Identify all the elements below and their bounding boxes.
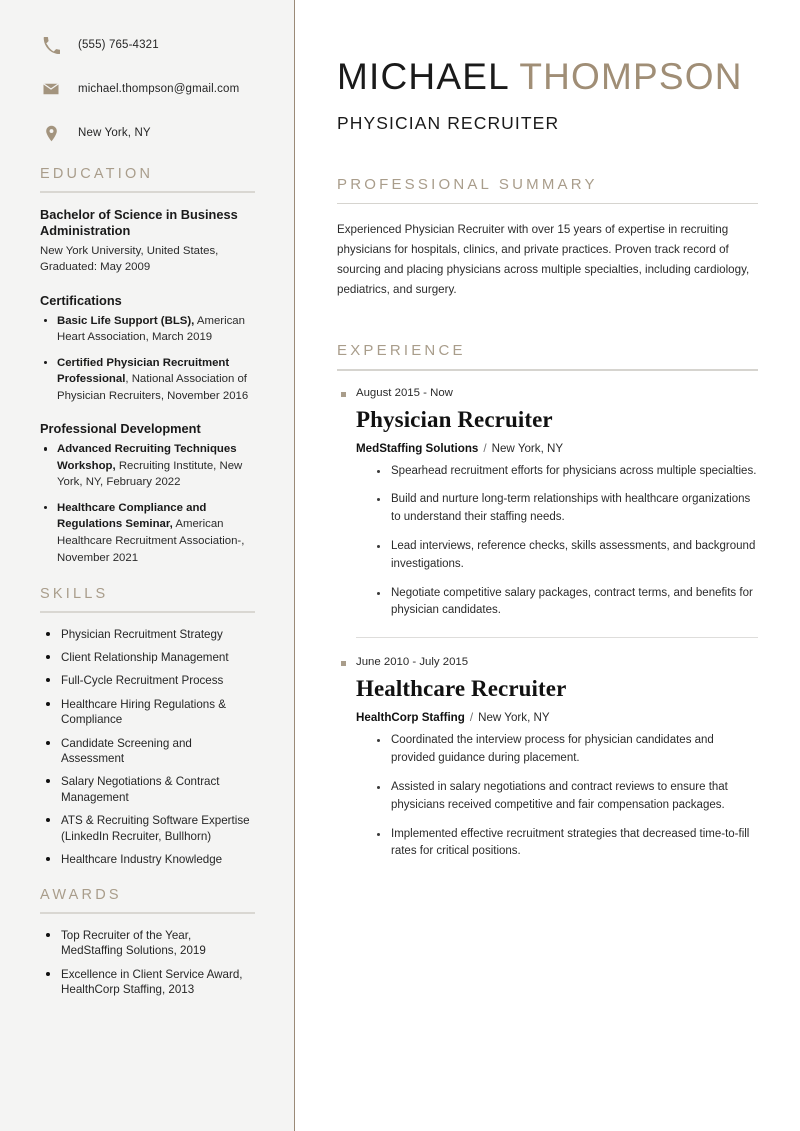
summary-rule [337,203,758,205]
main-content [295,0,800,1131]
cert-name: Certified Physician Recruitment Professional [57,356,230,386]
location-text: New York, NY [78,127,151,139]
list-item: Salary Negotiations & Contract Management [40,774,255,805]
contact-email [40,78,255,100]
company-name: HealthCorp Staffing [356,711,465,725]
list-item [40,441,255,491]
awards-heading: AWARDS [40,887,122,904]
list-item: Negotiate competitive salary packages, contract terms, and benefits for physician candidates. [375,585,758,621]
education-heading: EDUCATION [40,166,154,182]
list-item: Candidate Screening and Assessment [40,736,255,767]
list-item: Spearhead recruitment efforts for physicians across multiple specialties. [375,463,758,481]
summary-text: Experienced Physician Recruiter with over 15 years of expertise in recruiting physicians for hospitals, clinics, and private practices. Proven track record of sourcing and placing physicians across multiple specialties, including cardiology, pediatrics, and surgery. [337,223,750,297]
meta-separator: / [469,711,474,725]
list-item: Build and nurture long-term relationships with healthcare organizations to understand their staffing needs. [375,491,758,527]
education-rule [40,191,255,193]
development-list [40,441,255,566]
contact-phone [40,34,255,56]
list-item: Top Recruiter of the Year, MedStaffing Solutions, 2019 [40,928,255,959]
experience-entry [337,387,758,621]
sidebar [0,0,295,1131]
phone-text: (555) 765-4321 [78,39,159,51]
list-item: Physician Recruitment Strategy [40,627,255,642]
email-text: michael.thompson@gmail.com [78,83,240,95]
job-bullets [375,732,758,861]
development-name: Healthcare Compliance and Regulations Seminar, [57,501,207,531]
list-item: Lead interviews, reference checks, skills assessments, and background investigations. [375,538,758,574]
company-name: MedStaffing Solutions [356,441,479,455]
first-name: MICHAEL [337,56,509,97]
last-name: THOMPSON [519,56,743,97]
list-item: Healthcare Hiring Regulations & Compliance [40,697,255,728]
job-company-location [356,442,758,455]
job-title: Healthcare Recruiter [356,676,567,702]
skills-rule [40,611,255,613]
list-item [40,313,255,346]
education-degree: Bachelor of Science in Business Administration [40,206,238,239]
summary-heading: PROFESSIONAL SUMMARY [337,175,598,193]
development-name: Advanced Recruiting Techniques Workshop, [57,443,237,472]
contact-location [40,122,255,144]
list-item: ATS & Recruiting Software Expertise (LinkedIn Recruiter, Bullhorn) [40,813,255,844]
skills-heading: SKILLS [40,586,109,603]
cert-detail: , National Association of Physician Recruiters, November 2016 [57,373,249,402]
list-item [40,500,255,566]
certifications-heading: Certifications [40,292,122,308]
experience-entry [337,656,758,861]
list-item: Full-Cycle Recruitment Process [40,673,255,688]
job-location: New York, NY [478,711,550,725]
list-item: Healthcare Industry Knowledge [40,852,255,867]
location-pin-icon [40,122,62,144]
job-title: Physician Recruiter [356,406,553,432]
envelope-icon [40,78,62,100]
job-location: New York, NY [491,441,564,455]
certifications-list [40,313,255,405]
page-title [337,58,758,97]
awards-rule [40,912,255,914]
cert-detail: American Heart Association, March 2019 [57,314,245,344]
list-item: Assisted in salary negotiations and contract reviews to ensure that physicians received competitive and fair compensation packages. [375,779,758,815]
phone-icon [40,34,62,56]
cert-name: Basic Life Support (BLS), [57,314,195,327]
awards-list [40,928,255,998]
experience-heading: EXPERIENCE [337,342,466,360]
list-item: Client Relationship Management [40,650,255,665]
list-item: Coordinated the interview process for physician candidates and provided guidance during placement. [375,732,758,768]
list-item: Implemented effective recruitment strategies that decreased time-to-fill rates for critical positions. [375,826,758,862]
development-detail: American Healthcare Recruitment Association-, November 2021 [57,518,245,564]
job-role-subtitle: PHYSICIAN RECRUITER [337,112,560,133]
skills-list [40,627,255,868]
experience-divider [356,637,758,638]
job-date: June 2010 - July 2015 [337,656,758,668]
meta-separator: / [483,441,487,455]
experience-rule [337,369,758,371]
job-bullets [375,463,758,621]
development-detail: Recruiting Institute, New York, NY, February 2022 [57,459,243,489]
development-heading: Professional Development [40,421,201,437]
job-company-location [356,711,758,724]
job-date: August 2015 - Now [337,387,758,399]
education-school: New York University, United States, Graduated: May 2009 [40,245,219,274]
list-item [40,355,255,405]
list-item: Excellence in Client Service Award, HealthCorp Staffing, 2013 [40,967,255,998]
